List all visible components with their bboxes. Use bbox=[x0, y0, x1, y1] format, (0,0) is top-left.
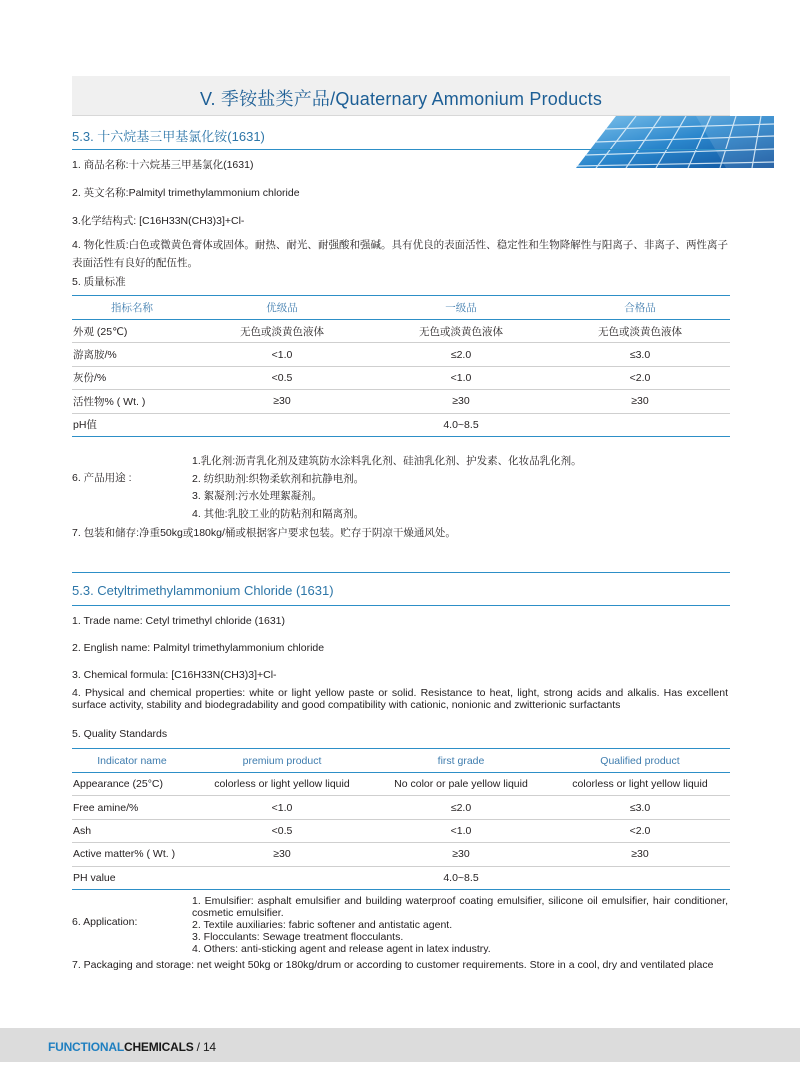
table-cell: ≥30 bbox=[372, 390, 550, 413]
table-header-cell: Qualified product bbox=[550, 749, 730, 773]
table-cell: <1.0 bbox=[192, 796, 372, 819]
table-cell: <1.0 bbox=[372, 366, 550, 389]
table-cell: <2.0 bbox=[550, 819, 730, 842]
table-row bbox=[72, 866, 730, 889]
list-item: 1.乳化剂:沥青乳化剂及建筑防水涂料乳化剂、硅油乳化剂、护发素、化妆品乳化剂。 bbox=[192, 455, 582, 467]
table-row bbox=[72, 773, 730, 796]
page-number: / 14 bbox=[193, 1040, 216, 1054]
table-row bbox=[72, 413, 730, 436]
list-item: 2. Textile auxiliaries: fabric softener and antistatic agent. bbox=[192, 919, 453, 931]
table-cell: ≥30 bbox=[192, 843, 372, 866]
en-application-list bbox=[192, 895, 728, 955]
footer-chemicals-text: CHEMICALS bbox=[124, 1040, 194, 1054]
footer-brand bbox=[48, 1040, 216, 1054]
cn-item-english-name: 2. 英文名称:Palmityl trimethylammonium chloride bbox=[72, 187, 300, 199]
cn-section-title: 5.3. 十六烷基三甲基氯化铵(1631) bbox=[72, 116, 730, 150]
table-cell: ≤3.0 bbox=[550, 796, 730, 819]
table-row bbox=[72, 366, 730, 389]
table-cell: ≥30 bbox=[192, 390, 372, 413]
list-item: 2. 纺织助剂:织物柔软剂和抗静电剂。 bbox=[192, 472, 365, 485]
table-cell: ≥30 bbox=[550, 390, 730, 413]
cn-item-properties: 4. 物化性质:白色或微黄色膏体或固体。耐热、耐光、耐强酸和强碱。具有优良的表面活性、稳定性和生物降解性与阳离子、非离子、两性离子表面活性有良好的配伍性。 bbox=[72, 239, 728, 269]
en-item-properties: 4. Physical and chemical properties: white or light yellow paste or solid. Resistance to heat, light, strong acids and alkalis. Has excellent surface activity, stability and biodegradability and good compatibility with cationic, nonionic and zwitterionic surfactants bbox=[72, 687, 728, 711]
table-header-cell: first grade bbox=[372, 749, 550, 773]
cn-application-list bbox=[192, 453, 582, 523]
en-item-packaging: 7. Packaging and storage: net weight 50kg or 180kg/drum or according to customer requirements. Store in a cool, dry and ventilated place bbox=[72, 959, 714, 971]
table-cell: 外观 (25℃) bbox=[72, 320, 192, 343]
list-item: 3. 絮凝剂:污水处理絮凝剂。 bbox=[192, 490, 323, 502]
cn-item-packaging: 7. 包装和储存:净重50kg或180kg/桶或根据客户要求包装。贮存于阴凉干燥通风处。 bbox=[72, 527, 456, 539]
ph-label-cell: PH value bbox=[72, 866, 192, 889]
table-cell: <0.5 bbox=[192, 366, 372, 389]
ph-value-cell: 4.0~8.5 bbox=[192, 413, 730, 436]
table-cell: Free amine/% bbox=[72, 796, 192, 819]
table-row bbox=[72, 843, 730, 866]
table-cell: No color or pale yellow liquid bbox=[372, 773, 550, 796]
table-header-cell: premium product bbox=[192, 749, 372, 773]
table-header-cell: 指标名称 bbox=[72, 296, 192, 320]
table-cell: colorless or light yellow liquid bbox=[192, 773, 372, 796]
list-item: 1. Emulsifier: asphalt emulsifier and building waterproof coating emulsifier, silicone oil emulsifier, hair conditioner, cosmetic emulsifier. bbox=[192, 895, 728, 919]
cn-application-label: 6. 产品用途 : bbox=[72, 472, 132, 484]
table-header-row bbox=[72, 296, 730, 320]
table-row bbox=[72, 796, 730, 819]
footer-functional-text: FUNCTIONAL bbox=[48, 1040, 124, 1054]
table-row bbox=[72, 343, 730, 366]
en-item-quality-heading: 5. Quality Standards bbox=[72, 728, 168, 740]
table-cell: 无色或淡黄色液体 bbox=[550, 320, 730, 343]
table-header-cell: Indicator name bbox=[72, 749, 192, 773]
table-cell: ≥30 bbox=[550, 843, 730, 866]
table-cell: ≤2.0 bbox=[372, 796, 550, 819]
table-row bbox=[72, 819, 730, 842]
en-quality-table bbox=[72, 748, 730, 890]
table-cell: ≥30 bbox=[372, 843, 550, 866]
table-cell: colorless or light yellow liquid bbox=[550, 773, 730, 796]
table-cell: 无色或淡黄色液体 bbox=[192, 320, 372, 343]
table-cell: 活性物% ( Wt. ) bbox=[72, 390, 192, 413]
table-header-row bbox=[72, 749, 730, 773]
table-cell: 灰份/% bbox=[72, 366, 192, 389]
table-cell: ≤3.0 bbox=[550, 343, 730, 366]
ph-label-cell: pH值 bbox=[72, 413, 192, 436]
table-cell: Appearance (25°C) bbox=[72, 773, 192, 796]
table-row bbox=[72, 320, 730, 343]
en-item-english-name: 2. English name: Palmityl trimethylammonium chloride bbox=[72, 642, 325, 654]
header-band bbox=[72, 76, 730, 116]
table-row bbox=[72, 390, 730, 413]
table-cell: Ash bbox=[72, 819, 192, 842]
table-header-cell: 优级品 bbox=[192, 296, 372, 320]
list-item: 4. 其他:乳胶工业的防粘剂和隔离剂。 bbox=[192, 507, 365, 520]
table-cell: <1.0 bbox=[192, 343, 372, 366]
table-header-cell: 一级品 bbox=[372, 296, 550, 320]
en-section-title: 5.3. Cetyltrimethylammonium Chloride (1631) bbox=[72, 572, 730, 606]
en-item-trade-name: 1. Trade name: Cetyl trimethyl chloride (1631) bbox=[72, 615, 286, 627]
table-cell: <0.5 bbox=[192, 819, 372, 842]
cn-item-trade-name: 1. 商品名称:十六烷基三甲基氯化(1631) bbox=[72, 159, 254, 171]
table-cell: <2.0 bbox=[550, 366, 730, 389]
cn-item-quality-heading: 5. 质量标准 bbox=[72, 276, 126, 288]
table-header-cell: 合格品 bbox=[550, 296, 730, 320]
table-cell: Active matter% ( Wt. ) bbox=[72, 843, 192, 866]
table-cell: ≤2.0 bbox=[372, 343, 550, 366]
ph-value-cell: 4.0~8.5 bbox=[192, 866, 730, 889]
en-item-formula: 3. Chemical formula: [C16H33N(CH3)3]+Cl- bbox=[72, 669, 277, 681]
cn-item-formula: 3.化学结构式: [C16H33N(CH3)3]+Cl- bbox=[72, 215, 245, 227]
list-item: 3. Flocculants: Sewage treatment flocculants. bbox=[192, 931, 404, 943]
cn-quality-table bbox=[72, 295, 730, 437]
table-cell: 游离胺/% bbox=[72, 343, 192, 366]
list-item: 4. Others: anti-sticking agent and release agent in latex industry. bbox=[192, 943, 491, 955]
table-cell: <1.0 bbox=[372, 819, 550, 842]
page-title: V. 季铵盐类产品/Quaternary Ammonium Products bbox=[199, 89, 603, 109]
en-application-label: 6. Application: bbox=[72, 916, 138, 928]
table-cell: 无色或淡黄色液体 bbox=[372, 320, 550, 343]
